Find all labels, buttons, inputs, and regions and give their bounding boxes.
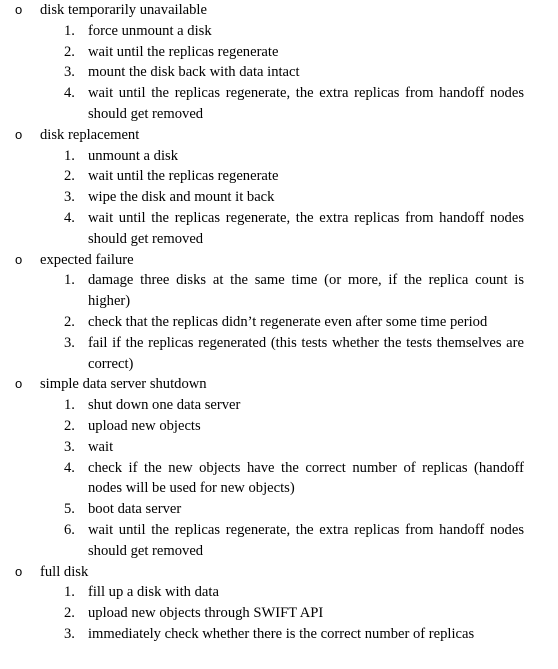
item-number: 3.	[64, 625, 75, 642]
list-item	[0, 582, 524, 603]
test-case-expected-failure	[0, 250, 558, 375]
item-text: fill up a disk with data	[88, 584, 219, 601]
item-number: 3.	[64, 334, 75, 351]
item-text: upload new objects through SWIFT API	[88, 605, 324, 622]
list-item	[0, 520, 524, 562]
test-case-simple-data-server-shutdown	[0, 374, 558, 561]
section-heading	[0, 374, 558, 395]
bullet-marker: o	[15, 126, 23, 142]
item-text: check that the replicas didn’t regenerate even after some time period	[88, 313, 488, 330]
list-item	[0, 312, 524, 333]
item-number: 1.	[64, 584, 75, 601]
test-case-disk-temporarily-unavailable	[0, 0, 558, 125]
bullet-marker: o	[15, 376, 23, 392]
item-number: 6.	[64, 521, 75, 538]
item-number: 2.	[64, 605, 75, 622]
item-text: shut down one data server	[88, 397, 241, 414]
item-text: fail if the replicas regenerated (this tests whether the tests themselves are correct)	[88, 334, 524, 372]
item-text: force unmount a disk	[88, 22, 212, 39]
section-title: simple data server shutdown	[40, 376, 207, 393]
item-text: wait until the replicas regenerate, the extra replicas from handoff nodes should get removed	[88, 521, 524, 559]
bullet-marker: o	[15, 2, 23, 17]
item-text: check if the new objects have the correct number of replicas (handoff nodes will be used for new objects)	[88, 459, 524, 497]
list-item	[0, 270, 524, 312]
list-item	[0, 499, 524, 520]
list-item	[0, 166, 524, 187]
section-title: disk replacement	[40, 126, 140, 143]
list-item	[0, 333, 524, 375]
list-item	[0, 146, 524, 167]
item-text: immediately check whether there is the correct number of replicas	[88, 625, 475, 642]
item-number: 2.	[64, 43, 75, 60]
section-title: disk temporarily unavailable	[40, 2, 207, 18]
item-text: wait until the replicas regenerate	[88, 43, 279, 60]
item-text: wipe the disk and mount it back	[88, 189, 275, 206]
item-number: 3.	[64, 64, 75, 81]
section-title: expected failure	[40, 251, 134, 268]
item-text: wait until the replicas regenerate	[88, 168, 279, 185]
item-number: 4.	[64, 209, 75, 226]
item-number: 5.	[64, 501, 75, 518]
list-item	[0, 21, 524, 42]
list-item	[0, 187, 524, 208]
item-number: 1.	[64, 147, 75, 164]
item-number: 2.	[64, 417, 75, 434]
test-case-full-disk	[0, 562, 558, 645]
item-text: wait until the replicas regenerate, the extra replicas from handoff nodes should get removed	[88, 85, 524, 122]
section-heading	[0, 0, 558, 21]
item-text: unmount a disk	[88, 147, 178, 164]
section-heading	[0, 125, 558, 146]
list-item	[0, 458, 524, 500]
item-text: boot data server	[88, 501, 182, 518]
list-item	[0, 208, 524, 250]
list-item	[0, 624, 524, 645]
list-item	[0, 62, 524, 83]
bullet-marker: o	[15, 563, 23, 579]
list-item	[0, 416, 524, 437]
item-number: 1.	[64, 397, 75, 414]
item-number: 2.	[64, 313, 75, 330]
list-item	[0, 83, 524, 125]
item-text: upload new objects	[88, 417, 201, 434]
list-item	[0, 395, 524, 416]
item-number: 1.	[64, 22, 75, 39]
section-heading	[0, 250, 558, 271]
test-case-disk-replacement	[0, 125, 558, 250]
item-number: 2.	[64, 168, 75, 185]
item-number: 4.	[64, 85, 75, 102]
item-text: wait until the replicas regenerate, the extra replicas from handoff nodes should get removed	[88, 209, 524, 247]
section-title: full disk	[40, 563, 89, 580]
item-number: 1.	[64, 272, 75, 289]
list-item	[0, 603, 524, 624]
section-heading	[0, 562, 558, 583]
item-text: wait	[88, 438, 114, 455]
list-item	[0, 437, 524, 458]
item-number: 3.	[64, 438, 75, 455]
list-item	[0, 42, 524, 63]
item-text: damage three disks at the same time (or more, if the replica count is higher)	[88, 272, 524, 310]
bullet-marker: o	[15, 251, 23, 267]
item-text: mount the disk back with data intact	[88, 64, 300, 81]
item-number: 3.	[64, 189, 75, 206]
item-number: 4.	[64, 459, 75, 476]
